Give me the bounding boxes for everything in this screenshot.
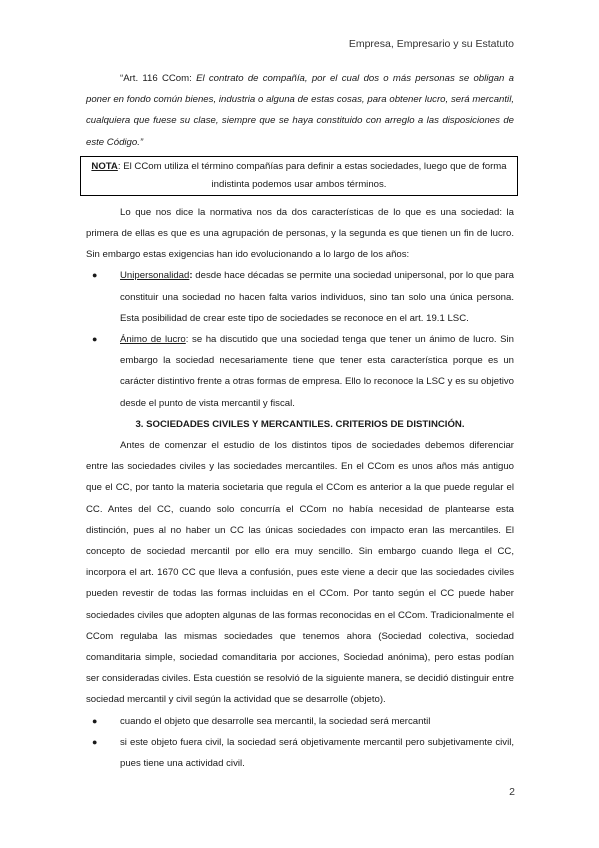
- list-item: [86, 732, 514, 774]
- list-item-term: Unipersonalidad: [120, 270, 190, 282]
- section-paragraph: Antes de comenzar el estudio de los distintos tipos de sociedades debemos diferenciar entre las sociedades civiles y las sociedades mercantiles. En el CCom es unos años más antiguo que el CC, por tanto la materia societaria que regula el CCom es anterior a la que puede regular el CC. Antes del CC, cuando solo concurría el CCom no había necesidad de plantearse esta distinción, pues al no haber un CC las únicas sociedades con impacto eran las mercantiles. El concepto de sociedad mercantil por ello era muy sencillo. Sin embargo cuando llega el CC, incorpora el art. 1670 CC que lleva a confusión, pues este viene a decir que las sociedades civiles pueden revestir de todas las formas incluidas en el CCom. Por tanto según el CC puede haber sociedades civiles que adopten algunas de las formas reconocidas en el CCom. Tradicionalmente el CCom regulaba las mismas sociedades que tenemos ahora (Sociedad colectiva, sociedad comanditaria simple, sociedad comanditaria por acciones, Sociedad anónima), pero estas podían ser consideradas civiles. Esta cuestión se resolvió de la siguiente manera, se decidió distinguir entre sociedad mercantil y civil según la actividad que se desarrolle (objeto).: [86, 440, 514, 706]
- list-item: [86, 711, 514, 732]
- bullet-icon: ●: [92, 715, 98, 726]
- quote-lead: “Art. 116 CCom:: [120, 73, 197, 84]
- section-heading: 3. SOCIEDADES CIVILES Y MERCANTILES. CRITERIOS DE DISTINCIÓN.: [135, 418, 465, 430]
- note-box: [80, 156, 518, 196]
- running-header: Empresa, Empresario y su Estatuto: [348, 38, 514, 50]
- article-quote: [86, 68, 514, 153]
- list-item-separator: :: [185, 334, 193, 346]
- list-item-separator: :: [189, 270, 196, 282]
- list-item-text: si este objeto fuera civil, la sociedad será objetivamente mercantil pero subjetivamente civil, pues tiene una actividad civil.: [120, 736, 514, 770]
- list-item-text: se ha discutido que una sociedad tenga que tener un ánimo de lucro. Sin embargo la sociedad necesariamente tiene que tener esta característica porque es un carácter distintivo frente a otras formas de empresa. Ello lo reconoce la LSC y es su objetivo desde el punto de vista mercantil y fiscal.: [120, 334, 514, 409]
- bullet-icon: ●: [92, 334, 98, 345]
- list-item-text: desde hace décadas se permite una sociedad unipersonal, por lo que para constituir una sociedad no hacen falta varios individuos, sino tan solo una única persona. Esta posibilidad de crear este tipo de sociedades se reconoce en el art. 19.1 LSC.: [120, 270, 514, 324]
- list-item-text: cuando el objeto que desarrolle sea mercantil, la sociedad será mercantil: [120, 715, 431, 727]
- criteria-list: [86, 711, 514, 775]
- list-item-term: Ánimo de lucro: [120, 334, 186, 346]
- bullet-icon: ●: [92, 270, 98, 281]
- quote-text: El contrato de compañía, por el cual dos o más personas se obligan a poner en fondo común bienes, industria o alguna de estas cosas, para obtener lucro, será mercantil, cualquiera que fuese su clase, siempre que se haya constituido con arreglo a las disposiciones de este Código.”: [86, 73, 514, 148]
- intro-paragraph: Lo que nos dice la normativa nos da dos características de lo que es una sociedad: la primera de ellas es que es una agrupación de personas, y la segunda es que tienen un fin de lucro. Sin embargo estas exigencias han ido evolucionando a lo largo de los años:: [86, 206, 514, 261]
- bullet-icon: ●: [92, 736, 98, 747]
- page-number: 2: [509, 786, 515, 798]
- list-item: [86, 265, 514, 329]
- note-label: NOTA: [91, 160, 118, 172]
- note-text: : El CCom utiliza el término compañías para definir a estas sociedades, luego que de forma indistinta podemos usar ambos términos.: [117, 160, 507, 190]
- characteristics-list: [86, 265, 514, 413]
- list-item: [86, 329, 514, 414]
- page-body: [86, 68, 514, 774]
